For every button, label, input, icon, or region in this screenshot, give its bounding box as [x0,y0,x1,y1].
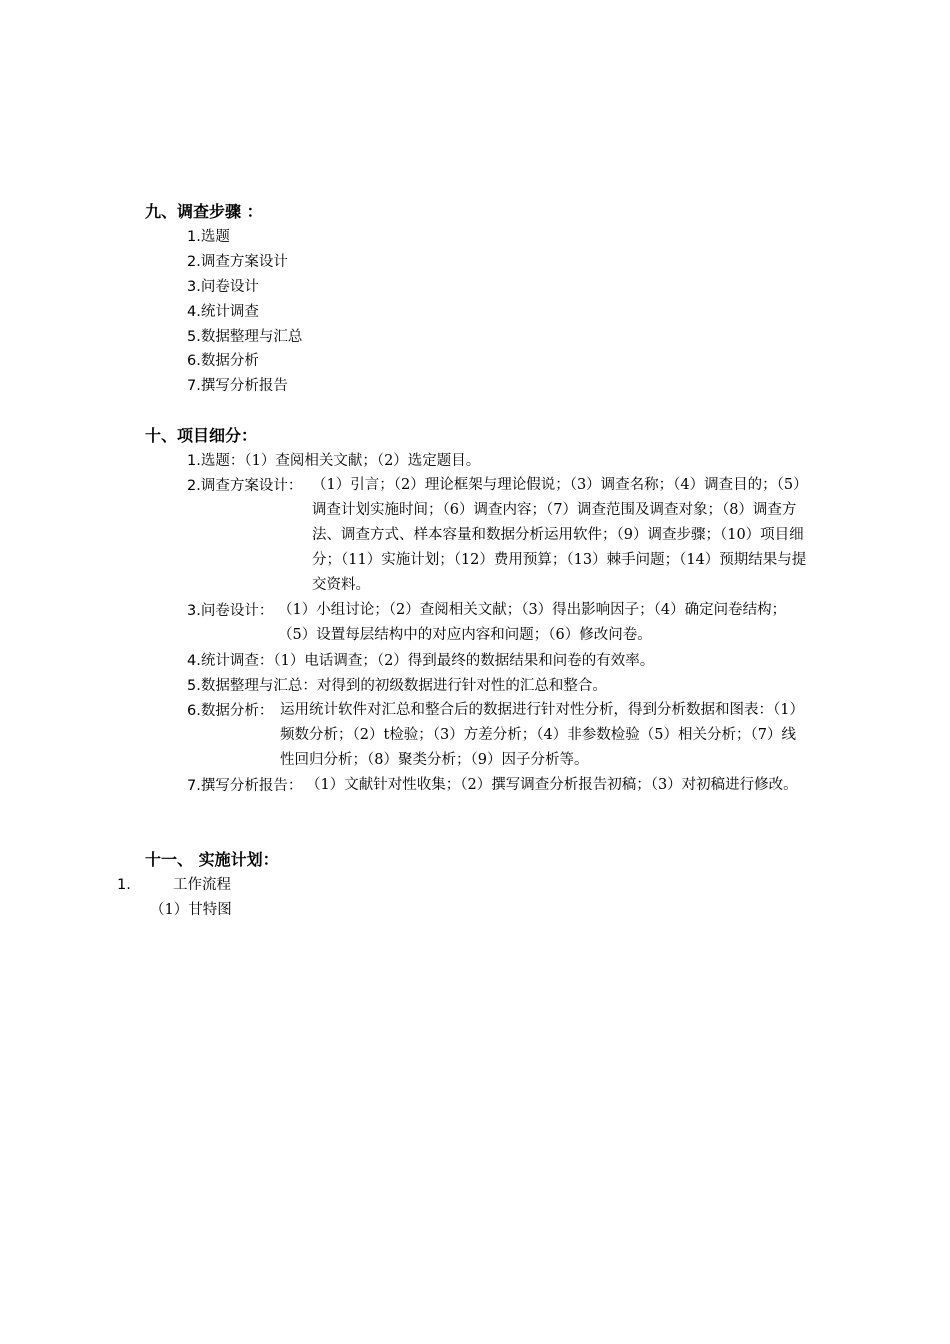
step-item: 5.数据整理与汇总 [187,329,303,345]
step-item: 1.选题 [187,229,230,245]
step-item: 2.调查方案设计 [187,254,288,270]
step-item: 3.问卷设计 [187,279,259,295]
detail-label: 5.数据整理与汇总： [187,678,317,694]
step-item: 7.撰写分析报告 [187,378,288,394]
detail-text: （1）文献针对性收集；（2）撰写调查分析报告初稿；（3）对初稿进行修改。 [306,777,798,793]
list-number: 1. [117,877,131,893]
detail-text: （1）查阅相关文献；（2）选定题目。 [244,453,481,469]
detail-text: （1）引言；（2）理论框架与理论假说；（3）调查名称；（4）调查目的；（5）调查计划实施时间；（6）调查内容；（7）调查范围及调查对象；（8）调查方法、调查方式、样本容量和数据分析运用软件；（9）调查步骤；（10）项目细分；（11）实施计划；（12）费用预算；（13）棘手问题；（14）预期结果与提交资料。 [312,477,807,593]
detail-item [187,651,654,671]
step-item: 6.数据分析 [187,353,259,369]
section-11-heading: 十一、 实施计划： [145,850,279,869]
detail-text: 对得到的初级数据进行针对性的汇总和整合。 [316,678,607,694]
section-10-heading: 十、项目细分： [145,426,258,445]
detail-item [187,451,480,471]
detail-label: 4.统计调查： [187,653,274,669]
detail-label: 1.选题： [187,453,245,469]
detail-label: 2.调查方案设计： [187,478,303,494]
detail-text: （1）电话调查；（2）得到最终的数据结果和问卷的有效率。 [273,653,655,669]
detail-label: 3.问卷设计： [187,603,274,619]
detail-item [187,676,607,696]
detail-text: （1）小组讨论；（2）查阅相关文献；（3）得出影响因子；（4）确定问卷结构；（5）设置每层结构中的对应内容和问题；（6）修改问卷。 [278,602,787,643]
sub-item: （1）甘特图 [150,902,232,918]
list-item-title: 工作流程 [173,877,231,893]
step-item: 4.统计调查 [187,304,259,320]
detail-label: 7.撰写分析报告： [187,778,303,794]
detail-text: 运用统计软件对汇总和整合后的数据进行针对性分析，得到分析数据和图表：（1）频数分析；（2）t检验；（3）方差分析；（4）非参数检验（5）相关分析；（7）线性回归分析；（8）聚类分析；（9）因子分析等。 [280,702,804,768]
section-9-heading: 九、调查步骤 ： [145,202,263,221]
detail-label: 6.数据分析： [187,703,274,719]
